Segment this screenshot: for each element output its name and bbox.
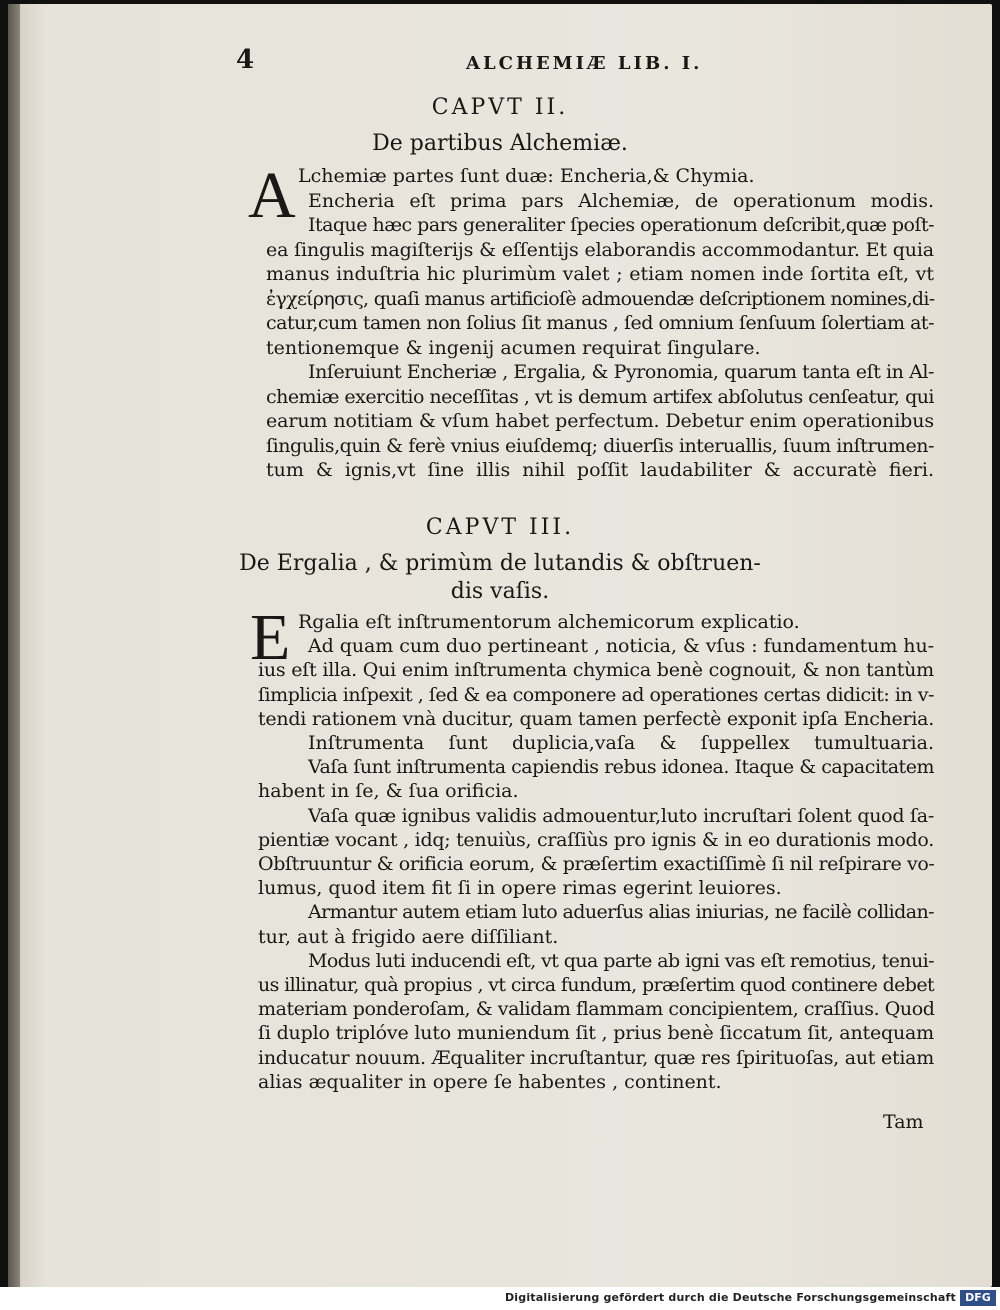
text-line: tentionemque & ingenij acumen requirat ſingulare.	[266, 336, 761, 359]
text-line: manus induſtria hic plurimùm valet ; etiam nomen inde ſortita eſt, vt	[266, 263, 934, 285]
text-line: tur, aut à frigido aere diſſiliant.	[258, 925, 559, 948]
text-line: tum & ignis,vt ſine illis nihil poſſit laudabiliter & accuratè fieri.	[266, 459, 934, 481]
text-line: Vaſa ſunt inſtrumenta capiendis rebus idonea. Itaque & capacitatem	[308, 756, 935, 779]
text-line: chemiæ exercitio neceſſitas , vt is demum artifex abſolutus cenſeatur, qui	[266, 385, 934, 408]
text-line: Inſtrumenta ſunt duplicia,vaſa & ſuppellex tumultuaria.	[308, 732, 934, 754]
text-line: us illinatur, quà propius , vt circa fundum, præſertim quod continere debet	[258, 974, 934, 996]
text-line: alias æqualiter in opere ſe habentes , continent.	[258, 1070, 722, 1093]
text-line: ea ſingulis magiſterijs & eſſentijs elaborandis accommodantur. Et quia	[266, 238, 934, 261]
text-line: Rgalia eſt inſtrumentorum alchemicorum explicatio.	[298, 611, 800, 633]
text-line: Encheria eſt prima pars Alchemiæ, de operationum modis.	[308, 189, 934, 212]
text-line: lumus, quod item fit ſi in opere rimas egerint leuiores.	[258, 877, 782, 900]
text-line: Lchemiæ partes ſunt duæ: Encheria,& Chymia.	[298, 165, 755, 187]
footer-credit: Digitalisierung gefördert durch die Deutsche Forschungsgemeinschaft	[504, 1291, 956, 1304]
text-line: Vaſa quæ ignibus validis admouentur,luto incruſtari ſolent quod ſa-	[308, 804, 934, 827]
text-line: inducatur nouum. Æqualiter incruſtantur, quæ res ſpirituoſas, aut etiam	[258, 1046, 934, 1069]
text-line: earum notitiam & vſum habet perfectum. Debetur enim operationibus	[266, 410, 934, 432]
text-line: habent in ſe, & ſua orificia.	[258, 780, 519, 803]
text-line: pientiæ vocant , idq; tenuiùs, craſſiùs pro ignis & in eo durationis modo.	[258, 828, 934, 851]
text-line: ἐγχείρησις, quaſi manus artificioſè admouendæ deſcriptionem nomines,di-	[266, 287, 935, 310]
text-line: catur,cum tamen non ſolius ſit manus , ſed omnium ſenſuum ſolertiam at-	[266, 312, 934, 334]
text-line: ſi duplo triplóve luto muniendum ſit , prius benè ſiccatum ſit, antequam	[258, 1022, 934, 1045]
catchword: Tam	[883, 1111, 924, 1133]
text-line: Ad quam cum duo pertineant , noticia, & vſus : fundamentum hu-	[308, 635, 934, 658]
dfg-logo: DFG	[960, 1290, 996, 1306]
text-line: Armantur autem etiam luto aduerſus alias iniurias, ne facilè collidan-	[308, 901, 934, 924]
caput3-heading: CAPVT III.	[425, 515, 575, 540]
text-line: Inſeruiunt Encheriæ , Ergalia, & Pyronomia, quarum tanta eſt in Al-	[308, 361, 934, 383]
page-text-block	[8, 4, 992, 1287]
running-head: ALCHEMIÆ LIB. I.	[466, 53, 703, 74]
text-line: tendi rationem vnà ducitur, quam tamen perfectè exponit ipſa Encheria.	[258, 707, 934, 730]
text-line: Obſtruuntur & orificia eorum, & præſertim exactiſſimè ſi nil reſpirare vo-	[258, 853, 935, 875]
book-page	[8, 4, 992, 1287]
caput3-dropcap: E	[250, 601, 291, 674]
caput3-subheading-line1: De Ergalia , & primùm de lutandis & obſtruen-	[239, 551, 761, 576]
text-line: ius eſt illa. Qui enim inſtrumenta chymica benè cognouit, & non tantùm	[258, 659, 934, 682]
text-line: materiam ponderoſam, & validam flammam concipientem, craſſius. Quod	[258, 998, 935, 1021]
text-line: ſimplicia inſpexit , ſed & ea componere ad operationes certas didicit: in v-	[258, 683, 934, 706]
text-line: Modus luti inducendi eſt, vt qua parte ab igni vas eſt remotius, tenui-	[308, 949, 934, 972]
page-number: 4	[236, 45, 255, 75]
caput2-subheading: De partibus Alchemiæ.	[372, 131, 628, 156]
caput2-heading: CAPVT II.	[431, 95, 569, 120]
text-line: ſingulis,quin & ferè vnius eiuſdemq; diuerſis interuallis, ſuum inſtrumen-	[266, 434, 934, 457]
text-line: Itaque hæc pars generaliter ſpecies operationum deſcribit,quæ poſt-	[308, 214, 934, 236]
caput2-dropcap: A	[248, 159, 296, 232]
digitization-footer	[0, 1287, 1000, 1310]
caput3-subheading-line2: dis vaſis.	[450, 579, 550, 604]
